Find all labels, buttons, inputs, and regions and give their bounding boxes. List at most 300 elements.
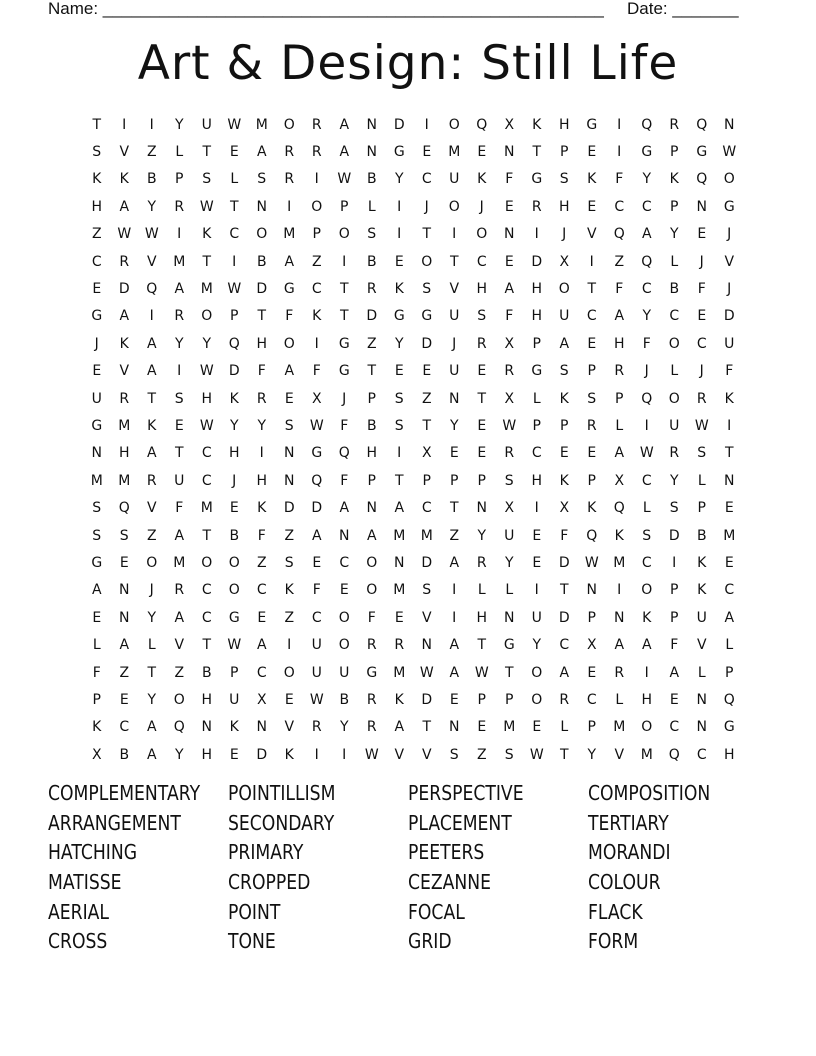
grid-letter[interactable]: E [504, 198, 514, 215]
grid-letter[interactable]: G [641, 144, 653, 161]
grid-letter[interactable]: M [448, 144, 461, 161]
grid-letter[interactable]: S [284, 554, 294, 571]
grid-letter[interactable]: W [502, 417, 517, 434]
grid-letter[interactable]: C [641, 554, 652, 571]
grid-letter[interactable]: R [311, 116, 322, 133]
grid-letter[interactable]: G [393, 144, 405, 161]
grid-letter[interactable]: E [477, 719, 487, 736]
grid-letter[interactable]: P [670, 144, 679, 161]
grid-letter[interactable]: G [91, 554, 103, 571]
grid-letter[interactable]: M [173, 253, 186, 270]
grid-letter[interactable]: P [175, 171, 184, 188]
grid-letter[interactable]: K [119, 335, 129, 352]
grid-letter[interactable]: P [505, 691, 514, 708]
grid-letter[interactable]: G [338, 363, 350, 380]
grid-letter[interactable]: R [559, 691, 570, 708]
grid-letter[interactable]: C [669, 308, 680, 325]
grid-letter[interactable]: E [477, 363, 487, 380]
grid-letter[interactable]: K [614, 527, 624, 544]
grid-letter[interactable]: T [339, 281, 349, 298]
grid-letter[interactable]: M [173, 554, 186, 571]
grid-letter[interactable]: O [366, 582, 378, 599]
grid-letter[interactable]: Q [613, 500, 625, 517]
grid-letter[interactable]: P [230, 664, 239, 681]
grid-letter[interactable]: N [724, 116, 735, 133]
grid-letter[interactable]: M [723, 527, 736, 544]
grid-letter[interactable]: U [339, 664, 350, 681]
grid-letter[interactable]: P [340, 198, 349, 215]
grid-letter[interactable]: J [149, 582, 154, 599]
grid-letter[interactable]: H [531, 308, 543, 325]
grid-letter[interactable]: K [229, 719, 239, 736]
grid-letter[interactable]: R [394, 637, 405, 654]
grid-letter[interactable]: A [174, 281, 185, 298]
grid-letter[interactable]: I [534, 226, 539, 243]
grid-letter[interactable]: K [587, 171, 597, 188]
grid-letter[interactable]: U [311, 637, 322, 654]
grid-letter[interactable]: E [229, 144, 239, 161]
grid-letter[interactable]: O [283, 335, 295, 352]
grid-letter[interactable]: I [342, 253, 347, 270]
grid-letter[interactable]: Y [174, 746, 184, 763]
grid-letter[interactable]: M [118, 472, 131, 489]
grid-letter[interactable]: E [339, 582, 349, 599]
grid-letter[interactable]: D [421, 691, 433, 708]
grid-letter[interactable]: H [558, 198, 570, 215]
grid-letter[interactable]: I [617, 116, 622, 133]
grid-letter[interactable]: I [314, 746, 319, 763]
grid-letter[interactable]: E [449, 691, 459, 708]
grid-letter[interactable]: I [314, 335, 319, 352]
grid-letter[interactable]: V [421, 609, 432, 626]
grid-letter[interactable]: I [534, 500, 539, 517]
grid-letter[interactable]: S [477, 308, 487, 325]
grid-letter[interactable]: N [696, 198, 707, 215]
grid-letter[interactable]: L [532, 390, 541, 407]
grid-letter[interactable]: L [670, 253, 679, 270]
grid-letter[interactable]: I [397, 198, 402, 215]
grid-letter[interactable]: T [202, 637, 212, 654]
grid-letter[interactable]: X [421, 445, 432, 462]
grid-letter[interactable]: G [393, 308, 405, 325]
grid-letter[interactable]: E [587, 445, 597, 462]
grid-letter[interactable]: W [419, 664, 434, 681]
grid-letter[interactable]: X [311, 390, 322, 407]
grid-letter[interactable]: K [394, 691, 404, 708]
grid-letter[interactable]: K [147, 417, 157, 434]
grid-letter[interactable]: I [232, 253, 237, 270]
grid-letter[interactable]: H [201, 691, 213, 708]
grid-letter[interactable]: Q [641, 390, 653, 407]
grid-letter[interactable]: K [92, 171, 102, 188]
grid-letter[interactable]: I [149, 116, 154, 133]
grid-letter[interactable]: M [640, 746, 653, 763]
grid-letter[interactable]: A [119, 637, 130, 654]
grid-letter[interactable]: L [697, 664, 706, 681]
grid-letter[interactable]: P [532, 335, 541, 352]
grid-letter[interactable]: O [338, 226, 350, 243]
grid-letter[interactable]: X [559, 500, 570, 517]
grid-letter[interactable]: N [504, 226, 515, 243]
grid-letter[interactable]: E [724, 554, 734, 571]
grid-letter[interactable]: F [92, 664, 101, 681]
grid-letter[interactable]: L [697, 472, 706, 489]
grid-letter[interactable]: L [615, 417, 624, 434]
grid-letter[interactable]: Q [311, 472, 323, 489]
grid-letter[interactable]: R [504, 445, 515, 462]
grid-letter[interactable]: Z [449, 527, 460, 544]
grid-letter[interactable]: K [284, 746, 294, 763]
grid-letter[interactable]: Y [339, 719, 349, 736]
grid-letter[interactable]: D [668, 527, 680, 544]
grid-letter[interactable]: J [342, 390, 347, 407]
grid-letter[interactable]: S [422, 281, 432, 298]
grid-letter[interactable]: R [614, 363, 625, 380]
grid-letter[interactable]: G [91, 308, 103, 325]
grid-letter[interactable]: A [174, 527, 185, 544]
grid-letter[interactable]: Z [146, 144, 157, 161]
grid-letter[interactable]: A [669, 664, 680, 681]
grid-letter[interactable]: T [422, 417, 432, 434]
grid-letter[interactable]: D [558, 554, 570, 571]
grid-letter[interactable]: E [284, 691, 294, 708]
grid-letter[interactable]: S [92, 527, 102, 544]
grid-letter[interactable]: C [201, 445, 212, 462]
grid-letter[interactable]: C [201, 472, 212, 489]
grid-letter[interactable]: A [146, 335, 157, 352]
grid-letter[interactable]: Y [449, 417, 459, 434]
grid-letter[interactable]: J [727, 226, 732, 243]
grid-letter[interactable]: O [173, 691, 185, 708]
grid-letter[interactable]: U [559, 308, 570, 325]
grid-letter[interactable]: T [532, 144, 542, 161]
grid-letter[interactable]: Y [532, 637, 542, 654]
grid-letter[interactable]: T [449, 500, 459, 517]
grid-letter[interactable]: S [174, 390, 184, 407]
grid-letter[interactable]: R [586, 417, 597, 434]
grid-letter[interactable]: C [311, 609, 322, 626]
grid-letter[interactable]: Z [366, 335, 377, 352]
grid-letter[interactable]: R [174, 582, 185, 599]
grid-letter[interactable]: P [587, 472, 596, 489]
grid-letter[interactable]: V [586, 226, 597, 243]
grid-letter[interactable]: R [174, 308, 185, 325]
grid-letter[interactable]: T [147, 390, 157, 407]
grid-letter[interactable]: G [696, 144, 708, 161]
grid-letter[interactable]: A [146, 719, 157, 736]
grid-letter[interactable]: M [613, 554, 626, 571]
grid-letter[interactable]: I [727, 417, 732, 434]
grid-letter[interactable]: T [422, 719, 432, 736]
grid-letter[interactable]: B [229, 527, 240, 544]
grid-letter[interactable]: N [586, 582, 597, 599]
grid-letter[interactable]: G [531, 171, 543, 188]
grid-letter[interactable]: S [422, 582, 432, 599]
grid-letter[interactable]: W [227, 116, 242, 133]
grid-letter[interactable]: A [146, 746, 157, 763]
grid-letter[interactable]: G [421, 308, 433, 325]
grid-letter[interactable]: A [724, 609, 735, 626]
grid-letter[interactable]: C [311, 281, 322, 298]
grid-letter[interactable]: U [724, 335, 735, 352]
grid-letter[interactable]: Z [146, 527, 157, 544]
grid-letter[interactable]: I [534, 582, 539, 599]
grid-letter[interactable]: M [613, 719, 626, 736]
grid-letter[interactable]: C [91, 253, 102, 270]
grid-letter[interactable]: N [366, 500, 377, 517]
grid-letter[interactable]: H [118, 445, 130, 462]
grid-letter[interactable]: F [642, 335, 651, 352]
grid-letter[interactable]: M [503, 719, 516, 736]
grid-letter[interactable]: L [725, 637, 734, 654]
grid-letter[interactable]: J [699, 363, 704, 380]
grid-letter[interactable]: P [615, 390, 624, 407]
grid-letter[interactable]: R [174, 198, 185, 215]
grid-letter[interactable]: W [144, 226, 159, 243]
grid-letter[interactable]: J [232, 472, 237, 489]
grid-letter[interactable]: B [119, 746, 130, 763]
grid-letter[interactable]: R [614, 664, 625, 681]
grid-letter[interactable]: K [559, 472, 569, 489]
grid-letter[interactable]: U [449, 363, 460, 380]
grid-letter[interactable]: R [504, 363, 515, 380]
grid-letter[interactable]: U [201, 116, 212, 133]
grid-letter[interactable]: E [587, 198, 597, 215]
grid-letter[interactable]: O [448, 116, 460, 133]
grid-letter[interactable]: R [256, 390, 267, 407]
grid-letter[interactable]: I [177, 226, 182, 243]
grid-letter[interactable]: J [424, 198, 429, 215]
grid-letter[interactable]: Y [642, 171, 652, 188]
grid-letter[interactable]: Q [476, 116, 488, 133]
grid-letter[interactable]: O [201, 308, 213, 325]
grid-letter[interactable]: X [504, 116, 515, 133]
grid-letter[interactable]: L [670, 363, 679, 380]
grid-letter[interactable]: K [229, 390, 239, 407]
grid-letter[interactable]: I [617, 144, 622, 161]
grid-letter[interactable]: N [201, 719, 212, 736]
grid-letter[interactable]: O [283, 116, 295, 133]
grid-letter[interactable]: U [449, 171, 460, 188]
grid-letter[interactable]: U [91, 390, 102, 407]
grid-letter[interactable]: P [477, 691, 486, 708]
grid-letter[interactable]: Q [641, 116, 653, 133]
grid-letter[interactable]: V [146, 500, 157, 517]
grid-letter[interactable]: T [202, 144, 212, 161]
grid-letter[interactable]: P [367, 390, 376, 407]
grid-letter[interactable]: P [670, 582, 679, 599]
grid-letter[interactable]: V [174, 637, 185, 654]
grid-letter[interactable]: O [558, 281, 570, 298]
grid-letter[interactable]: I [342, 746, 347, 763]
grid-letter[interactable]: V [614, 746, 625, 763]
grid-letter[interactable]: J [644, 363, 649, 380]
grid-letter[interactable]: U [531, 609, 542, 626]
grid-letter[interactable]: W [337, 171, 352, 188]
grid-letter[interactable]: H [531, 472, 543, 489]
grid-letter[interactable]: B [696, 527, 707, 544]
grid-letter[interactable]: Y [394, 171, 404, 188]
grid-letter[interactable]: A [146, 445, 157, 462]
grid-letter[interactable]: V [119, 144, 130, 161]
grid-letter[interactable]: G [723, 198, 735, 215]
grid-letter[interactable]: D [118, 281, 130, 298]
grid-letter[interactable]: H [613, 335, 625, 352]
grid-letter[interactable]: X [256, 691, 267, 708]
grid-letter[interactable]: E [92, 609, 102, 626]
grid-letter[interactable]: D [723, 308, 735, 325]
grid-letter[interactable]: S [367, 226, 377, 243]
grid-letter[interactable]: E [477, 417, 487, 434]
grid-letter[interactable]: R [696, 390, 707, 407]
grid-letter[interactable]: F [670, 637, 679, 654]
grid-letter[interactable]: W [117, 226, 132, 243]
grid-letter[interactable]: Q [668, 746, 680, 763]
grid-letter[interactable]: Y [669, 226, 679, 243]
grid-letter[interactable]: C [586, 691, 597, 708]
grid-letter[interactable]: Q [696, 171, 708, 188]
grid-letter[interactable]: R [146, 472, 157, 489]
grid-letter[interactable]: E [559, 445, 569, 462]
grid-letter[interactable]: G [503, 637, 515, 654]
grid-letter[interactable]: H [531, 281, 543, 298]
grid-letter[interactable]: O [256, 226, 268, 243]
grid-letter[interactable]: O [448, 198, 460, 215]
grid-letter[interactable]: H [476, 609, 488, 626]
grid-letter[interactable]: C [669, 719, 680, 736]
grid-letter[interactable]: B [669, 281, 680, 298]
grid-letter[interactable]: F [257, 527, 266, 544]
grid-letter[interactable]: K [697, 554, 707, 571]
grid-letter[interactable]: E [174, 417, 184, 434]
grid-letter[interactable]: H [91, 198, 103, 215]
grid-letter[interactable]: B [339, 691, 350, 708]
grid-letter[interactable]: P [450, 472, 459, 489]
grid-letter[interactable]: I [452, 609, 457, 626]
grid-letter[interactable]: W [639, 445, 654, 462]
grid-letter[interactable]: U [229, 691, 240, 708]
grid-letter[interactable]: M [420, 527, 433, 544]
grid-letter[interactable]: F [340, 472, 349, 489]
grid-letter[interactable]: F [257, 363, 266, 380]
grid-letter[interactable]: E [587, 664, 597, 681]
grid-letter[interactable]: E [394, 363, 404, 380]
grid-letter[interactable]: D [256, 281, 268, 298]
grid-letter[interactable]: F [505, 171, 514, 188]
grid-letter[interactable]: C [339, 554, 350, 571]
grid-letter[interactable]: X [504, 390, 515, 407]
grid-letter[interactable]: C [421, 500, 432, 517]
grid-letter[interactable]: R [366, 691, 377, 708]
grid-letter[interactable]: C [696, 335, 707, 352]
grid-letter[interactable]: O [201, 554, 213, 571]
grid-letter[interactable]: I [617, 582, 622, 599]
grid-letter[interactable]: P [312, 226, 321, 243]
grid-letter[interactable]: E [284, 390, 294, 407]
grid-letter[interactable]: X [504, 500, 515, 517]
grid-letter[interactable]: K [477, 171, 487, 188]
grid-letter[interactable]: T [559, 582, 569, 599]
grid-letter[interactable]: W [309, 691, 324, 708]
grid-letter[interactable]: T [449, 253, 459, 270]
grid-letter[interactable]: P [697, 500, 706, 517]
grid-letter[interactable]: Q [173, 719, 185, 736]
grid-letter[interactable]: F [697, 281, 706, 298]
grid-letter[interactable]: A [366, 527, 377, 544]
grid-letter[interactable]: S [394, 417, 404, 434]
grid-letter[interactable]: Q [696, 116, 708, 133]
grid-letter[interactable]: M [255, 116, 268, 133]
grid-letter[interactable]: W [227, 637, 242, 654]
grid-letter[interactable]: Z [174, 664, 185, 681]
grid-letter[interactable]: K [394, 281, 404, 298]
grid-letter[interactable]: Y [147, 609, 157, 626]
grid-letter[interactable]: J [562, 226, 567, 243]
grid-letter[interactable]: E [697, 226, 707, 243]
grid-letter[interactable]: Q [586, 527, 598, 544]
grid-letter[interactable]: A [449, 664, 460, 681]
grid-letter[interactable]: S [504, 746, 514, 763]
grid-letter[interactable]: H [723, 746, 735, 763]
grid-letter[interactable]: G [338, 335, 350, 352]
grid-letter[interactable]: R [284, 171, 295, 188]
grid-letter[interactable]: F [312, 363, 321, 380]
grid-letter[interactable]: F [285, 308, 294, 325]
grid-letter[interactable]: I [149, 308, 154, 325]
grid-letter[interactable]: O [668, 390, 680, 407]
grid-letter[interactable]: Q [723, 691, 735, 708]
grid-letter[interactable]: C [229, 226, 240, 243]
grid-letter[interactable]: O [338, 609, 350, 626]
grid-letter[interactable]: Y [174, 335, 184, 352]
grid-letter[interactable]: Z [311, 253, 322, 270]
grid-letter[interactable]: W [199, 198, 214, 215]
grid-letter[interactable]: K [92, 719, 102, 736]
grid-letter[interactable]: E [532, 554, 542, 571]
grid-letter[interactable]: A [119, 198, 130, 215]
grid-letter[interactable]: W [584, 554, 599, 571]
grid-letter[interactable]: C [201, 609, 212, 626]
grid-letter[interactable]: A [449, 637, 460, 654]
grid-letter[interactable]: W [199, 363, 214, 380]
grid-letter[interactable]: P [367, 472, 376, 489]
grid-letter[interactable]: Q [146, 281, 158, 298]
grid-letter[interactable]: X [614, 472, 625, 489]
grid-letter[interactable]: P [670, 609, 679, 626]
grid-letter[interactable]: W [309, 417, 324, 434]
grid-letter[interactable]: L [615, 691, 624, 708]
grid-letter[interactable]: N [339, 527, 350, 544]
grid-letter[interactable]: T [504, 664, 514, 681]
grid-letter[interactable]: N [394, 554, 405, 571]
grid-letter[interactable]: S [697, 445, 707, 462]
grid-letter[interactable]: P [560, 417, 569, 434]
grid-letter[interactable]: P [725, 664, 734, 681]
grid-letter[interactable]: T [422, 226, 432, 243]
grid-letter[interactable]: W [364, 746, 379, 763]
grid-letter[interactable]: P [587, 609, 596, 626]
grid-letter[interactable]: N [256, 719, 267, 736]
grid-letter[interactable]: Q [613, 226, 625, 243]
grid-letter[interactable]: J [452, 335, 457, 352]
grid-letter[interactable]: A [614, 308, 625, 325]
grid-letter[interactable]: P [92, 691, 101, 708]
grid-letter[interactable]: G [586, 116, 598, 133]
grid-letter[interactable]: K [697, 582, 707, 599]
grid-letter[interactable]: A [614, 637, 625, 654]
grid-letter[interactable]: O [311, 198, 323, 215]
grid-letter[interactable]: I [397, 226, 402, 243]
